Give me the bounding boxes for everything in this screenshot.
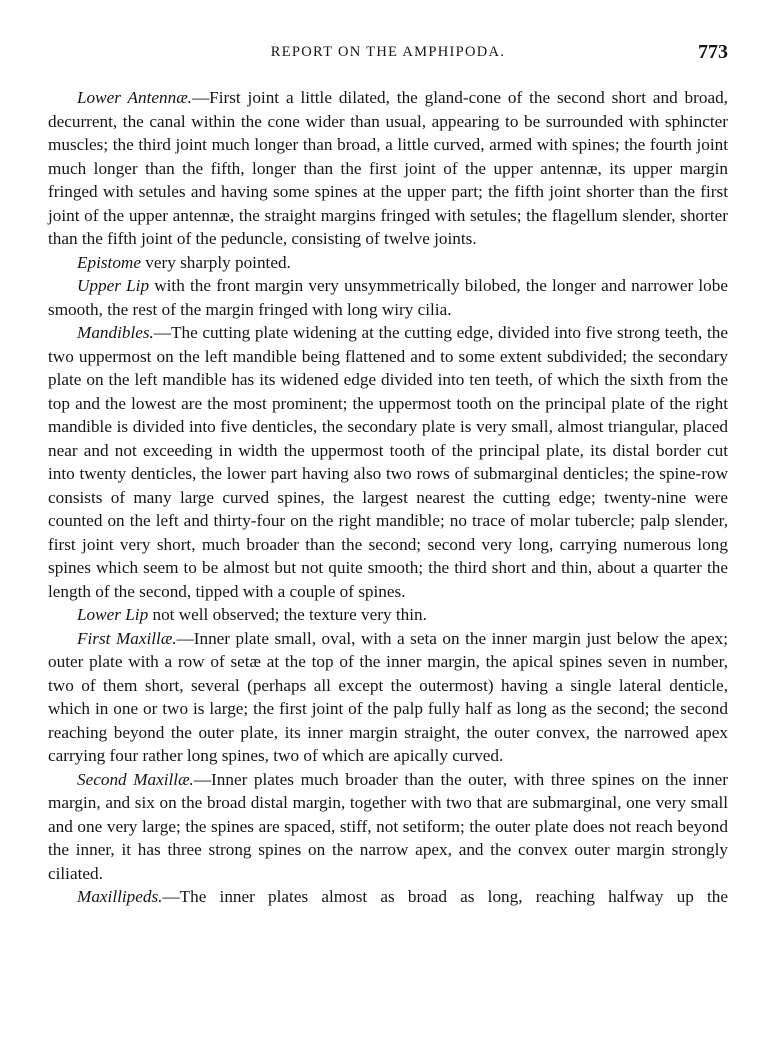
running-header — [48, 41, 728, 68]
paragraph-text: —Inner plate small, oval, with a seta on the inner margin just below the apex; outer plate with a row of setæ at the top of the inner margin, the apical spines seven in number, two of them short, several (perhaps all except the outermost) having a single lateral denticle, which in one or two is large; the first joint of the palp fully half as long as the second; the second reaching beyond the outer plate, its inner margin straight, the outer convex, the narrowed apex carrying four rather long spines, two of which are apically curved. — [48, 628, 728, 765]
paragraph-epistome — [48, 251, 728, 275]
section-term: Mandibles. — [77, 323, 154, 342]
paragraph-text: —The cutting plate widening at the cutting edge, divided into five strong teeth, the two uppermost on the left mandible being flattened and to some extent subdivided; the secondary plate on the left mandible has its widened edge divided into ten teeth, of which the sixth from the top and the lowest are the most prominent; the uppermost tooth on the principal plate of the right mandible is divided into five denticles, the secondary plate is very small, almost triangular, placed near and not exceeding in width the uppermost tooth of the principal plate, its distal border cut into twenty denticles, the lower part having also two rows of submarginal denticles; the spine-row consists of many large curved spines, the largest nearest the cutting edge; twenty-nine were counted on the left and thirty-four on the right mandible; no trace of molar tubercle; palp slender, first joint very short, much broader than the second; second very long, carrying numerous long spines which seem to be almost but not quite smooth; the third short and thin, about a quarter the length of the second, tipped with a couple of spines. — [48, 323, 728, 601]
paragraph-lower-antennae — [48, 86, 728, 251]
section-term: Second Maxillæ. — [77, 769, 194, 789]
paragraph-text: very sharply pointed. — [140, 252, 291, 272]
paragraph-text: —The inner plates almost as broad as long, reaching halfway up the — [162, 887, 728, 906]
paragraph-maxillipeds — [48, 885, 728, 909]
paragraph-first-maxillae — [48, 627, 728, 768]
section-term: Lower Antennæ. — [77, 88, 192, 107]
section-term: Maxillipeds. — [77, 887, 163, 906]
paragraph-text: not well observed; the texture very thin. — [148, 605, 427, 624]
paragraph-lower-lip — [48, 603, 728, 627]
paragraph-text: with the front margin very unsymmetrically bilobed, the longer and narrower lobe smooth, the rest of the margin fringed with long wiry cilia. — [48, 276, 728, 319]
page-number: 773 — [698, 41, 728, 63]
section-term: First Maxillæ. — [77, 628, 177, 648]
paragraph-text: —Inner plates much broader than the outer, with three spines on the inner margin, and six on the broad distal margin, together with two that are submarginal, one very small and one very large; the spines are spaced, stiff, not setiform; the outer plate does not reach beyond the inner, it has three strong spines on the narrow apex, and the convex outer margin strongly ciliated. — [48, 769, 728, 883]
paragraph-text: —First joint a little dilated, the gland-cone of the second short and broad, decurrent, the canal within the cone wider than usual, appearing to be surrounded with sphincter muscles; the third joint much longer than broad, a little curved, armed with spines; the fourth joint much longer than the fifth, longer than the first joint of the upper antennæ, its upper margin fringed with setules and having some spines at the upper part; the fifth joint shorter than the first joint of the upper antennæ, the straight margins fringed with setules; the flagellum slender, shorter than the fifth joint of the peduncle, consisting of twelve joints. — [48, 88, 728, 248]
paragraph-upper-lip — [48, 274, 728, 321]
paragraph-second-maxillae — [48, 768, 728, 886]
paragraph-mandibles — [48, 321, 728, 603]
section-term: Lower Lip — [77, 605, 149, 624]
body-text — [48, 86, 728, 909]
running-title: REPORT ON THE AMPHIPODA. — [270, 44, 506, 60]
section-term: Epistome — [77, 252, 141, 272]
section-term: Upper Lip — [77, 276, 150, 295]
